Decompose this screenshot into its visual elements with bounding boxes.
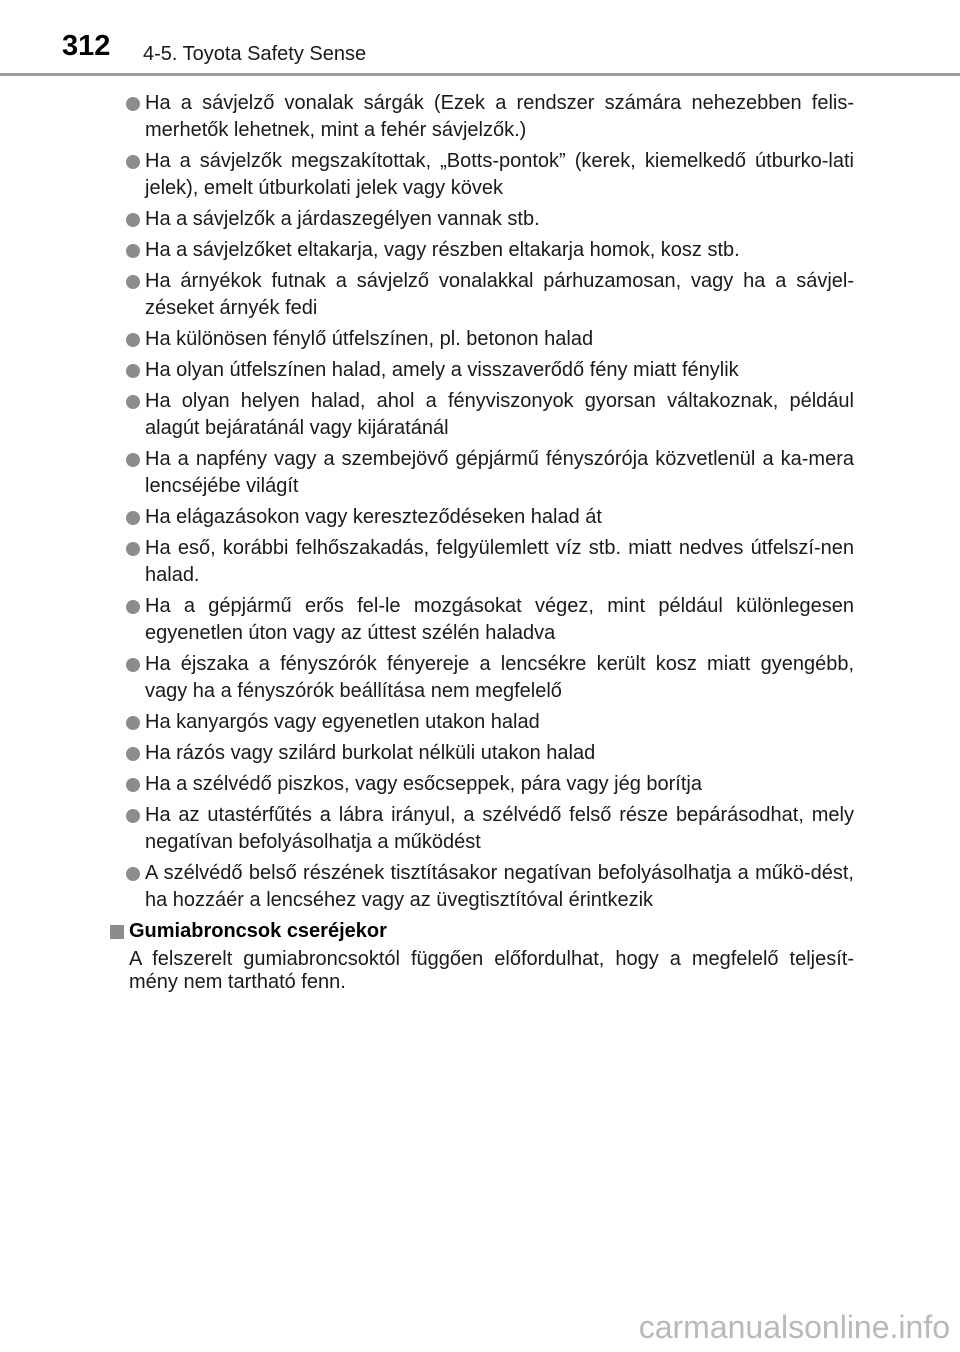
list-item — [110, 504, 854, 531]
list-item — [110, 802, 854, 856]
bullet-icon — [126, 364, 140, 378]
list-item-text: A szélvédő belső részének tisztításakor negatívan befolyásolhatja a műkö-dést, ha hozzáér a lencséhez vagy az üvegtisztítóval érintkezik — [145, 862, 854, 911]
list-item-text: Ha a napfény vagy a szembejövő gépjármű fényszórója közvetlenül a ka-mera lencséjébe világít — [145, 448, 854, 497]
list-item — [110, 268, 854, 322]
list-item-text: Ha olyan útfelszínen halad, amely a visszaverődő fény miatt fénylik — [145, 359, 739, 381]
bullet-icon — [126, 747, 140, 761]
subsection-heading — [110, 918, 854, 945]
page-number: 312 — [62, 30, 111, 62]
list-item — [110, 771, 854, 798]
page-header — [0, 0, 960, 76]
list-item-text: Ha a szélvédő piszkos, vagy esőcseppek, pára vagy jég borítja — [145, 773, 702, 795]
list-item-text: Ha a sávjelző vonalak sárgák (Ezek a rendszer számára nehezebben felis-merhetők lehetnek, mint a fehér sávjelzők.) — [145, 92, 854, 141]
list-item-text: Ha éjszaka a fényszórók fényereje a lencsékre került kosz miatt gyengébb, vagy ha a fényszórók beállítása nem megfelelő — [145, 653, 854, 702]
square-bullet-icon — [110, 925, 124, 939]
bullet-icon — [126, 809, 140, 823]
bullet-icon — [126, 778, 140, 792]
bullet-icon — [126, 333, 140, 347]
list-item-text: Ha elágazásokon vagy kereszteződéseken halad át — [145, 506, 602, 528]
list-item-text: Ha eső, korábbi felhőszakadás, felgyülemlett víz stb. miatt nedves útfelszí-nen halad. — [145, 537, 854, 586]
list-item-text: Ha rázós vagy szilárd burkolat nélküli utakon halad — [145, 742, 596, 764]
list-item-text: Ha árnyékok futnak a sávjelző vonalakkal párhuzamosan, vagy ha a sávjel-zéseket árnyék fedi — [145, 270, 854, 319]
list-item — [110, 740, 854, 767]
list-item — [110, 709, 854, 736]
bullet-icon — [126, 97, 140, 111]
tire-replacement-section — [110, 918, 854, 994]
section-title: 4-5. Toyota Safety Sense — [143, 43, 367, 65]
list-item-text: Ha a sávjelzőket eltakarja, vagy részben eltakarja homok, kosz stb. — [145, 239, 740, 261]
bullet-icon — [126, 395, 140, 409]
bullet-icon — [126, 867, 140, 881]
list-item — [110, 237, 854, 264]
list-item — [110, 148, 854, 202]
list-item — [110, 535, 854, 589]
list-item — [110, 446, 854, 500]
list-item — [110, 90, 854, 144]
list-item — [110, 651, 854, 705]
page-content — [110, 90, 854, 994]
list-item-text: Ha a sávjelzők a járdaszegélyen vannak stb. — [145, 208, 540, 230]
bullet-icon — [126, 244, 140, 258]
list-item-text: Ha olyan helyen halad, ahol a fényviszonyok gyorsan váltakoznak, például alagút bejáratánál vagy kijáratánál — [145, 390, 854, 439]
list-item — [110, 206, 854, 233]
bullet-icon — [126, 658, 140, 672]
bullet-icon — [126, 213, 140, 227]
bullet-icon — [126, 453, 140, 467]
list-item — [110, 326, 854, 353]
list-item-text: Ha kanyargós vagy egyenetlen utakon halad — [145, 711, 540, 733]
list-item — [110, 357, 854, 384]
list-item-text: Ha a gépjármű erős fel-le mozgásokat végez, mint például különlegesen egyenetlen úton vagy az úttest szélén haladva — [145, 595, 854, 644]
list-item-text: Ha az utastérfűtés a lábra irányul, a szélvédő felső része bepárásodhat, mely negatívan befolyásolhatja a működést — [145, 804, 854, 853]
list-item-text: Ha különösen fénylő útfelszínen, pl. betonon halad — [145, 328, 594, 350]
list-item — [110, 860, 854, 914]
bullet-icon — [126, 155, 140, 169]
subsection-body: A felszerelt gumiabroncsoktól függően előfordulhat, hogy a megfelelő teljesít-mény nem tartható fenn. — [129, 948, 854, 993]
list-item-text: Ha a sávjelzők megszakítottak, „Botts-pontok” (kerek, kiemelkedő útburko-lati jelek), emelt útburkolati jelek vagy kövek — [145, 150, 854, 199]
subsection-heading-text: Gumiabroncsok cseréjekor — [129, 920, 387, 942]
condition-list — [110, 90, 854, 914]
bullet-icon — [126, 275, 140, 289]
list-item — [110, 593, 854, 647]
bullet-icon — [126, 600, 140, 614]
bullet-icon — [126, 542, 140, 556]
list-item — [110, 388, 854, 442]
bullet-icon — [126, 716, 140, 730]
header-divider — [0, 73, 960, 76]
bullet-icon — [126, 511, 140, 525]
watermark-text: carmanualsonline.info — [638, 1309, 950, 1345]
